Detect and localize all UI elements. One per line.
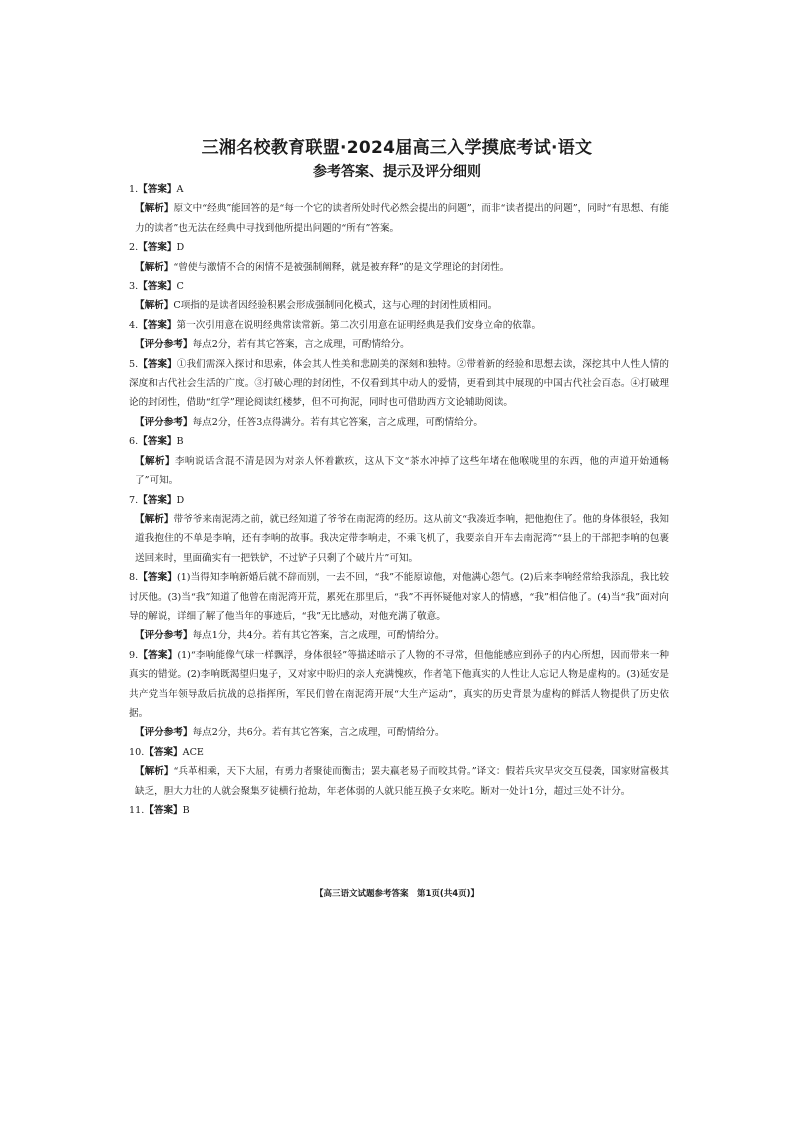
item-number: 11.: [129, 805, 145, 816]
item-number: 6.: [129, 436, 139, 448]
scoring-text: 每点1分，共4分。若有其它答案，言之成理，可酌情给分。: [192, 630, 445, 642]
q8-scoring: [129, 626, 669, 645]
answer-tag: 【答案】: [138, 358, 177, 370]
item-number: 5.: [129, 358, 139, 370]
answer-text: ①我们需深入探讨和思索，体会其人性美和悲剧美的深刻和独特。②带着新的经验和思想去读，深挖其中人性人情的深度和古代社会生活的广度。③打破心理的封闭性，不仅看到其中动人的爱情，更看到其中展现的中国古代社会百态。④打破理论的封闭性，借助“红学”理论阅读红楼梦，但不可拘泥，同时也可借助西方文论辅助阅读。: [129, 358, 670, 409]
q5-answer: [129, 355, 669, 413]
q2-answer: [129, 238, 669, 257]
q8-answer: [129, 568, 669, 626]
answer-text: (1)当得知李响新婚后就不辞而别，一去不回，“我”不能原谅他，对他满心怨气。(2)后来李响经常给我添乱，我比较讨厌他。(3)当“我”知道了他曾在南泥湾开荒，累死在那里后，“我”不再怀疑他对家人的情感，“我”相信他了。(4)当“我”面对向导的解说，详细了解了他当年的事迹后，“我”无比感动，对他充满了敬意。: [129, 572, 669, 622]
q7-answer: [129, 491, 669, 510]
answer-tag: 【答案】: [144, 746, 183, 758]
q7-analysis: [129, 510, 669, 568]
answer-tag: 【答案】: [138, 242, 177, 254]
q2-analysis: [129, 258, 669, 277]
page-title: 三湘名校教育联盟·2024届高三入学摸底考试·语文: [201, 138, 593, 158]
analysis-tag: 【解析】: [135, 261, 174, 273]
answer-list: [129, 180, 669, 820]
answer-tag: 【答案】: [138, 184, 177, 195]
answer-text: A: [176, 184, 184, 195]
q11-answer: [129, 801, 669, 820]
q6-analysis: [129, 452, 669, 491]
answer-tag: 【答案】: [138, 281, 177, 293]
q4-scoring: [129, 335, 669, 354]
q9-answer: [129, 646, 669, 724]
scoring-tag: 【评分参考】: [135, 630, 193, 642]
scoring-text: 每点2分，任答3点得满分。若有其它答案，言之成理，可酌情给分。: [192, 416, 483, 428]
scoring-tag: 【评分参考】: [135, 727, 193, 739]
item-number: 9.: [129, 649, 139, 661]
analysis-tag: 【解析】: [135, 513, 174, 525]
page-footer: 【高三语文试题参考答案 第1页(共4页)】: [314, 889, 480, 899]
q6-answer: [129, 432, 669, 451]
answer-text: C: [176, 281, 184, 293]
analysis-text: “曾使与激情不合的闲情不是被强制阐释，就是被弃释”的是文学理论的封闭性。: [173, 261, 510, 273]
answer-tag: 【答案】: [138, 436, 177, 448]
analysis-text: 原文中“经典”能回答的是“每一个它的读者所处时代必然会提出的问题”，而非“读者提出的问题”，同时“有思想、有能力的读者”也无法在经典中寻找到他所提出问题的“所有”答案。: [135, 203, 669, 234]
analysis-text: 李响说话含混不清是因为对亲人怀着歉疚，这从下文“茶水冲掉了这些年堵在他喉咙里的东西，他的声道开始通畅了”可知。: [135, 455, 670, 487]
item-number: 8.: [129, 572, 139, 584]
analysis-tag: 【解析】: [135, 300, 174, 312]
analysis-tag: 【解析】: [135, 766, 174, 778]
q3-answer: [129, 277, 669, 296]
answer-text: D: [176, 494, 185, 506]
analysis-text: C项指的是读者因经验积累会形成强制同化模式，这与心理的封闭性质相同。: [173, 300, 498, 312]
answer-tag: 【答案】: [138, 319, 177, 331]
answer-tag: 【答案】: [138, 494, 177, 506]
answer-text: B: [176, 436, 184, 448]
item-number: 1.: [129, 184, 139, 195]
answer-text: D: [176, 242, 185, 254]
analysis-tag: 【解析】: [135, 203, 174, 215]
q5-scoring: [129, 413, 669, 432]
q10-answer: [129, 743, 669, 762]
page-subtitle: 参考答案、提示及评分细则: [313, 164, 481, 180]
q3-analysis: [129, 296, 669, 315]
scoring-tag: 【评分参考】: [135, 416, 193, 428]
analysis-tag: 【解析】: [135, 455, 175, 467]
q1-answer: [129, 180, 669, 199]
item-number: 3.: [129, 281, 139, 293]
answer-text: ACE: [182, 746, 204, 758]
answer-tag: 【答案】: [138, 572, 177, 584]
analysis-text: 带爷爷来南泥湾之前，就已经知道了爷爷在南泥湾的经历。这从前文“我凑近李响，把他抱住了。他的身体很轻，我知道我抱住的不单是李响，还有李响的故事。我决定带李响走，不乘飞机了，我要亲自开车去南泥湾”“县上的干部把李响的包裹送回来时，里面确实有一把铁铲，不过铲子只剩了个破片片”可知。: [135, 513, 670, 564]
scoring-text: 每点2分，共6分。若有其它答案，言之成理，可酌情给分。: [192, 727, 445, 739]
answer-tag: 【答案】: [144, 805, 183, 816]
item-number: 2.: [129, 242, 139, 254]
q9-scoring: [129, 723, 669, 742]
scoring-tag: 【评分参考】: [135, 339, 193, 351]
item-number: 7.: [129, 494, 139, 506]
item-number: 4.: [129, 319, 139, 331]
item-number: 10.: [129, 746, 145, 758]
answer-text: (1)“李响能像气球一样飘浮，身体很轻”等描述暗示了人物的不寻常，但他能感应到孙子的内心所想，因而带来一种真实的错觉。(2)李响既渴望归鬼子，又对家中盼归的亲人充满愧疚，作者笔下他真实的人性让人忘记人物是虚构的。(3)延安是共产党当年领导敌后抗战的总指挥所，军民们曾在南泥湾开展“大生产运动”，真实的历史背景为虚构的鲜活人物提供了历史依据。: [129, 649, 669, 719]
answer-tag: 【答案】: [138, 649, 178, 661]
q10-analysis: [129, 762, 669, 801]
q1-analysis: [129, 199, 669, 238]
answer-text: 第一次引用意在说明经典常读常新。第二次引用意在证明经典是我们安身立命的依靠。: [176, 319, 542, 331]
q4-answer: [129, 316, 669, 335]
answer-text: B: [182, 805, 190, 816]
scoring-text: 每点2分，若有其它答案，言之成理，可酌情给分。: [192, 339, 410, 351]
analysis-text: “兵革相乘，天下大屈，有勇力者聚徒而衡击；罢夫羸老易子而咬其骨。”译文：假若兵灾旱灾交互侵袭，国家财富极其缺乏，胆大力壮的人就会聚集歹徒横行抢劫，年老体弱的人就只能互换子女来吃。断对一处计1分，超过三处不计分。: [135, 766, 670, 797]
